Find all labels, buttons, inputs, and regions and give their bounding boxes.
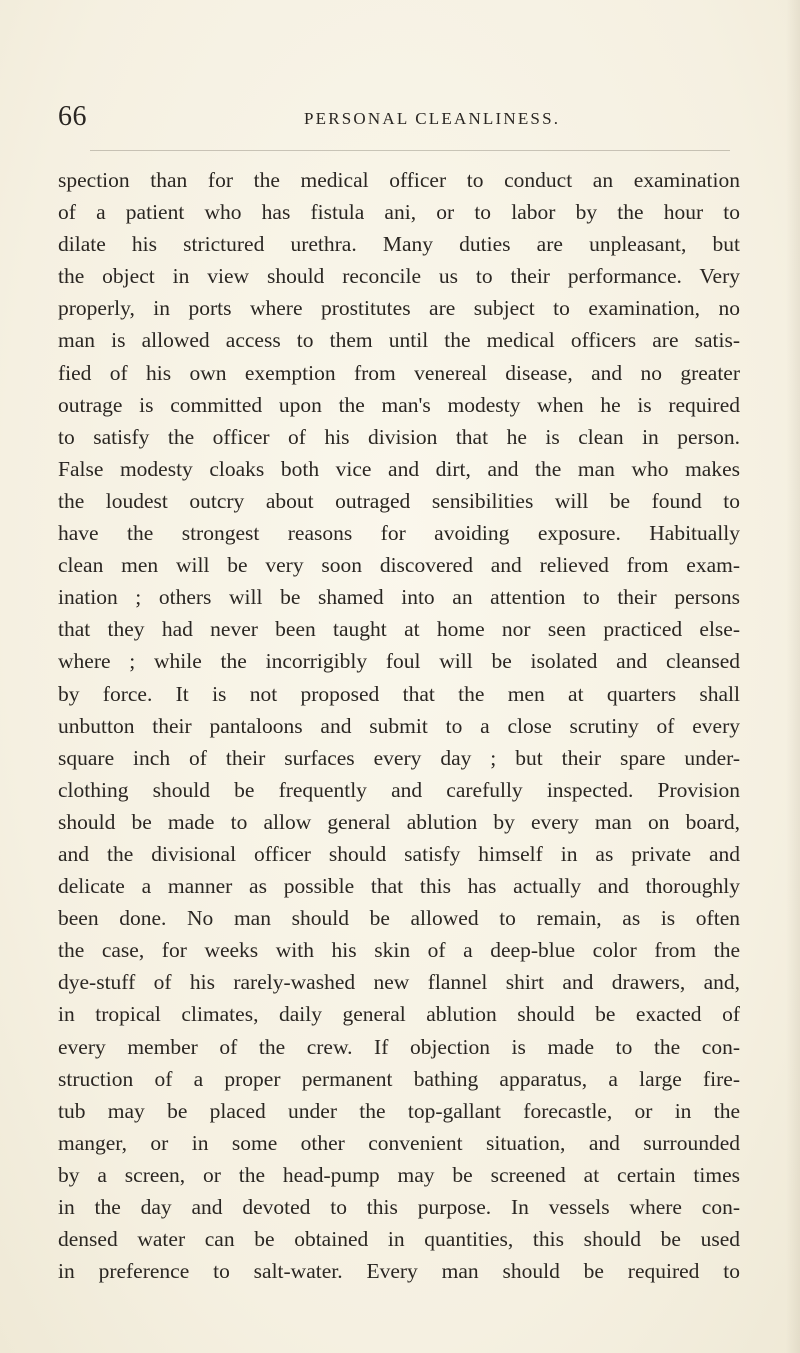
text-line: the object in view should reconcile us to their performance. Very: [58, 264, 740, 289]
text-line: spection than for the medical officer to conduct an examination: [58, 168, 740, 192]
text-line: in the day and devoted to this purpose. In vessels where con-: [58, 1195, 740, 1219]
text-line: every member of the crew. If objection is made to the con-: [58, 1034, 740, 1059]
text-line: man is allowed access to them until the medical officers are satis-: [58, 328, 740, 353]
text-line: properly, in ports where prostitutes are subject to examination, no: [58, 296, 740, 321]
text-line: that they had never been taught at home nor seen practiced else-: [58, 617, 740, 642]
text-line: the loudest outcry about outraged sensibilities will be found to: [58, 488, 740, 513]
text-line: been done. No man should be allowed to remain, as is often: [58, 906, 740, 931]
text-line: should be made to allow general ablution by every man on board,: [58, 809, 740, 834]
text-line: dilate his strictured urethra. Many duties are unpleasant, but: [58, 232, 740, 257]
text-line: clothing should be frequently and carefully inspected. Provision: [58, 777, 740, 802]
text-line: have the strongest reasons for avoiding exposure. Habitually: [58, 521, 740, 546]
text-line: tub may be placed under the top-gallant forecastle, or in the: [58, 1098, 740, 1123]
page-edge-shadow: [786, 0, 800, 1353]
text-line: struction of a proper permanent bathing apparatus, a large fire-: [58, 1066, 740, 1091]
text-line: in tropical climates, daily general ablution should be exacted of: [58, 1002, 740, 1027]
text-line: in preference to salt-water. Every man should be required to: [58, 1259, 740, 1284]
header-rule: [90, 150, 730, 151]
text-line: the case, for weeks with his skin of a deep-blue color from the: [58, 938, 740, 963]
text-line: dye-stuff of his rarely-washed new flannel shirt and drawers, and,: [58, 970, 740, 995]
text-line: manger, or in some other convenient situation, and surrounded: [58, 1130, 740, 1155]
text-line: unbutton their pantaloons and submit to a close scrutiny of every: [58, 713, 740, 738]
text-line: by force. It is not proposed that the men at quarters shall: [58, 681, 740, 706]
page-number: 66: [58, 101, 87, 132]
text-line: fied of his own exemption from venereal disease, and no greater: [58, 360, 740, 385]
text-line: False modesty cloaks both vice and dirt, and the man who makes: [58, 456, 740, 481]
text-line: ination ; others will be shamed into an attention to their persons: [58, 585, 740, 610]
text-line: to satisfy the officer of his division that he is clean in person.: [58, 424, 740, 449]
text-line: delicate a manner as possible that this has actually and thoroughly: [58, 874, 740, 899]
text-line: outrage is committed upon the man's modesty when he is required: [58, 392, 740, 417]
text-line: where ; while the incorrigibly foul will be isolated and cleansed: [58, 649, 740, 674]
text-line: square inch of their surfaces every day ; but their spare under-: [58, 745, 740, 770]
text-line: and the divisional officer should satisfy himself in as private and: [58, 841, 740, 866]
text-line: of a patient who has fistula ani, or to labor by the hour to: [58, 200, 740, 225]
text-line: by a screen, or the head-pump may be screened at certain times: [58, 1162, 740, 1187]
text-line: densed water can be obtained in quantities, this should be used: [58, 1227, 740, 1252]
body-text: [58, 164, 740, 1287]
running-head: [58, 102, 748, 132]
text-line: clean men will be very soon discovered and relieved from exam-: [58, 553, 740, 578]
running-title: PERSONAL CLEANLINESS.: [304, 109, 561, 128]
